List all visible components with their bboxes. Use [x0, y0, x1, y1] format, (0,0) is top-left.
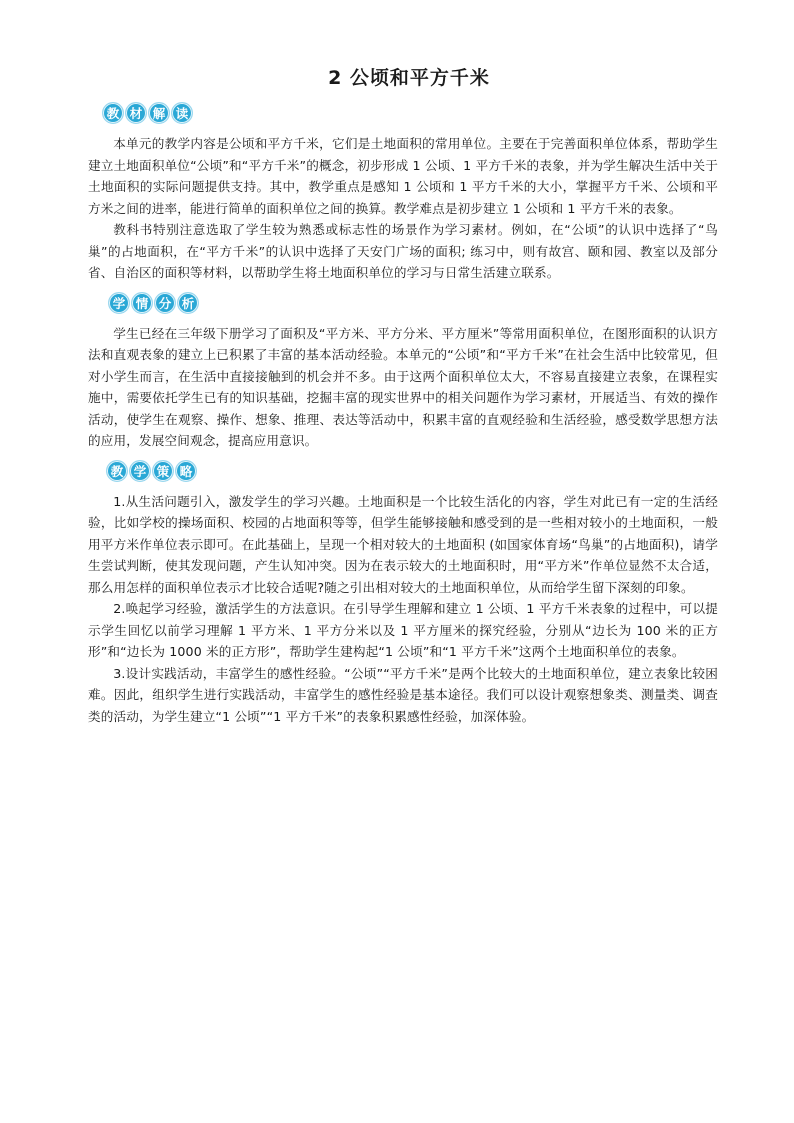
badge-char: 策: [152, 460, 174, 482]
paragraph: 2.唤起学习经验，激活学生的方法意识。在引导学生理解和建立 1 公顷、1 平方千米表象的过程中，可以提示学生回忆以前学习理解 1 平方米、1 平方分米以及 1 平方厘米的探究经验，分别从“边长为 100 米的正方形”和“边长为 1000 米的正方形”，帮助学生建构起“1 公顷”和“1 平方千米”这两个土地面积单位的表象。: [88, 601, 718, 659]
badge-char: 情: [131, 292, 153, 314]
paragraph: 1.从生活问题引入，激发学生的学习兴趣。土地面积是一个比较生活化的内容，学生对此已有一定的生活经验，比如学校的操场面积、校园的占地面积等等，但学生能够接触和感受到的是一些相对较小的土地面积，一般用平方米作单位表示即可。在此基础上，呈现一个相对较大的土地面积 (如国家体育场“鸟巢”的占地面积)，请学生尝试判断，使其发现问题，产生认知冲突。因为在表示较大的土地面积时，用“平方米”作单位显然不太合适，那么用怎样的面积单位表示才比较合适呢?随之引出相对较大的土地面积单位，从而给学生留下深刻的印象。: [88, 493, 718, 595]
paragraph: 本单元的教学内容是公顷和平方千米，它们是土地面积的常用单位。主要在于完善面积单位体系，帮助学生建立土地面积单位“公顷”和“平方千米”的概念，初步形成 1 公顷、1 平方千米的表象，并为学生解决生活中关于土地面积的实际问题提供支持。其中，教学重点是感知 1 公顷和 1 平方千米的大小，掌握平方千米、公顷和平方米之间的进率，能进行简单的面积单位之间的换算。教学难点是初步建立 1 公顷和 1 平方千米的表象。: [88, 136, 718, 216]
section-badge-teaching-strategy: [106, 460, 718, 485]
paragraph: 3.设计实践活动，丰富学生的感性经验。“公顷”“平方千米”是两个比较大的土地面积单位，建立表象比较困难。因此，组织学生进行实践活动，丰富学生的感性经验是基本途径。我们可以设计观察想象类、测量类、调查类的活动，为学生建立“1 公顷”“1 平方千米”的表象积累感性经验，加深体验。: [88, 665, 718, 724]
badge-char: 教: [106, 460, 128, 482]
badge-char: 分: [154, 292, 176, 314]
badge-char: 略: [175, 460, 197, 482]
document-page: [88, 62, 718, 735]
section-student-analysis: [88, 292, 718, 452]
section-textbook-reading: [88, 102, 718, 284]
paragraph: 教科书特别注意选取了学生较为熟悉或标志性的场景作为学习素材。例如，在“公顷”的认识中选择了“鸟巢”的占地面积，在“平方千米”的认识中选择了天安门广场的面积; 练习中，则有故宫、颐和园、教室以及部分省、自治区的面积等材料，以帮助学生将土地面积单位的学习与日常生活建立联系。: [88, 222, 718, 280]
section-badge-student-analysis: [108, 292, 718, 317]
badge-char: 读: [171, 102, 193, 124]
badge-char: 教: [102, 102, 124, 124]
badge-char: 析: [177, 292, 199, 314]
badge-char: 学: [129, 460, 151, 482]
paragraph: 学生已经在三年级下册学习了面积及“平方米、平方分米、平方厘米”等常用面积单位，在图形面积的认识方法和直观表象的建立上已积累了丰富的基本活动经验。本单元的“公顷”和“平方千米”在社会生活中比较常见，但对小学生而言，在生活中直接接触到的机会并不多。由于这两个面积单位太大，不容易直接建立表象，在课程实施中，需要依托学生已有的知识基础，挖掘丰富的现实世界中的相关问题作为学习素材，开展适当、有效的操作活动，使学生在观察、操作、想象、推理、表达等活动中，积累丰富的直观经验和生活经验，感受数学思想方法的应用，发展空间观念，提高应用意识。: [88, 325, 718, 448]
badge-char: 材: [125, 102, 147, 124]
badge-char: 解: [148, 102, 170, 124]
page-title: 2 公顷和平方千米: [328, 67, 490, 89]
section-teaching-strategy: [88, 460, 718, 728]
badge-char: 学: [108, 292, 130, 314]
section-badge-textbook-reading: [102, 102, 718, 127]
